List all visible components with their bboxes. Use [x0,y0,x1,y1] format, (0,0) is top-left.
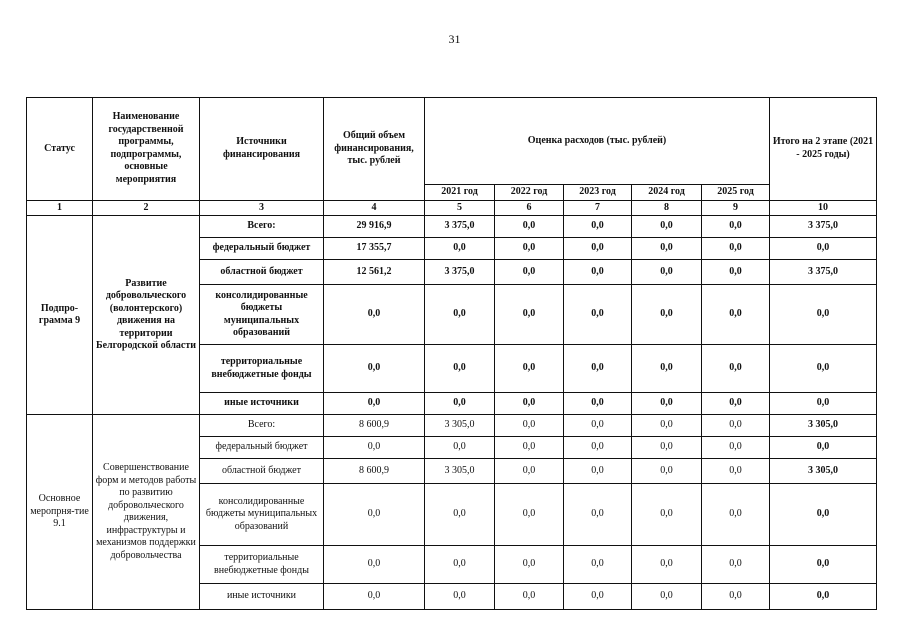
year-value: 0,0 [564,238,632,260]
header-estimate: Оценка расходов (тыс. рублей) [425,98,770,185]
year-value: 0,0 [702,546,770,584]
total-value: 12 561,2 [324,260,425,285]
year-value: 0,0 [702,393,770,415]
total-value: 0,0 [324,437,425,459]
column-number: 5 [425,200,495,216]
year-value: 0,0 [702,238,770,260]
year-value: 3 375,0 [425,216,495,238]
year-value: 0,0 [632,345,702,393]
year-value: 3 305,0 [425,459,495,484]
year-value: 0,0 [564,437,632,459]
source-label: территориальные внебюджетные фонды [200,546,324,584]
header-year: 2022 год [495,185,564,201]
column-number: 7 [564,200,632,216]
header-year: 2025 год [702,185,770,201]
year-value: 0,0 [632,260,702,285]
header-total: Общий объем финансирования, тыс. рублей [324,98,425,201]
year-value: 3 375,0 [425,260,495,285]
stage-value: 3 305,0 [770,415,877,437]
year-value: 0,0 [632,238,702,260]
year-value: 0,0 [632,437,702,459]
year-value: 0,0 [425,484,495,546]
year-value: 0,0 [564,285,632,345]
stage-value: 3 305,0 [770,459,877,484]
year-value: 0,0 [564,459,632,484]
year-value: 0,0 [632,584,702,610]
year-value: 0,0 [632,216,702,238]
year-value: 0,0 [495,437,564,459]
header-name: Наименование государственной программы, подпрограммы, основные мероприятия [93,98,200,201]
year-value: 0,0 [495,459,564,484]
year-value: 0,0 [632,459,702,484]
year-value: 0,0 [632,285,702,345]
column-number: 8 [632,200,702,216]
year-value: 0,0 [495,285,564,345]
total-value: 8 600,9 [324,459,425,484]
source-label: Всего: [200,415,324,437]
header-year: 2023 год [564,185,632,201]
column-number: 4 [324,200,425,216]
total-value: 17 355,7 [324,238,425,260]
stage-value: 0,0 [770,437,877,459]
total-value: 0,0 [324,484,425,546]
year-value: 0,0 [425,238,495,260]
year-value: 0,0 [495,415,564,437]
year-value: 0,0 [425,345,495,393]
year-value: 0,0 [425,584,495,610]
column-number: 3 [200,200,324,216]
column-number: 10 [770,200,877,216]
column-number: 2 [93,200,200,216]
year-value: 3 305,0 [425,415,495,437]
year-value: 0,0 [702,285,770,345]
year-value: 0,0 [702,345,770,393]
year-value: 0,0 [495,484,564,546]
stage-value: 0,0 [770,546,877,584]
header-sources: Источники финансирования [200,98,324,201]
year-value: 0,0 [495,260,564,285]
year-value: 0,0 [564,393,632,415]
year-value: 0,0 [564,546,632,584]
year-value: 0,0 [425,546,495,584]
year-value: 0,0 [632,393,702,415]
year-value: 0,0 [564,260,632,285]
stage-value: 0,0 [770,238,877,260]
year-value: 0,0 [564,216,632,238]
year-value: 0,0 [564,345,632,393]
source-label: областной бюджет [200,459,324,484]
year-value: 0,0 [564,484,632,546]
year-value: 0,0 [564,415,632,437]
year-value: 0,0 [632,415,702,437]
header-year: 2024 год [632,185,702,201]
column-number: 9 [702,200,770,216]
total-value: 0,0 [324,584,425,610]
budget-table [26,97,877,610]
year-value: 0,0 [495,546,564,584]
column-number: 6 [495,200,564,216]
year-value: 0,0 [702,459,770,484]
year-value: 0,0 [495,393,564,415]
source-label: иные источники [200,584,324,610]
stage-value: 0,0 [770,285,877,345]
section-name: Развитие добровольческого (волонтерского) движения на территории Белгородской области [93,216,200,415]
column-number: 1 [27,200,93,216]
total-value: 29 916,9 [324,216,425,238]
year-value: 0,0 [425,437,495,459]
source-label: консолидированные бюджеты муниципальных образований [200,484,324,546]
year-value: 0,0 [564,584,632,610]
section-name: Совершенствование форм и методов работы по развитию добровольческого движения, инфраструктуры и механизмов поддержки добровольчества [93,415,200,610]
total-value: 0,0 [324,393,425,415]
total-value: 8 600,9 [324,415,425,437]
stage-value: 0,0 [770,345,877,393]
stage-value: 0,0 [770,484,877,546]
source-label: областной бюджет [200,260,324,285]
source-label: федеральный бюджет [200,437,324,459]
stage-value: 0,0 [770,584,877,610]
page-number: 31 [448,32,461,46]
stage-value: 3 375,0 [770,260,877,285]
year-value: 0,0 [702,484,770,546]
source-label: иные источники [200,393,324,415]
stage-value: 0,0 [770,393,877,415]
year-value: 0,0 [702,260,770,285]
header-year: 2021 год [425,185,495,201]
year-value: 0,0 [702,437,770,459]
year-value: 0,0 [702,584,770,610]
year-value: 0,0 [702,216,770,238]
total-value: 0,0 [324,546,425,584]
section-status: Основное меропрня-тие 9.1 [27,415,93,610]
year-value: 0,0 [425,393,495,415]
stage-value: 3 375,0 [770,216,877,238]
source-label: консолидированные бюджеты муниципальных образований [200,285,324,345]
year-value: 0,0 [495,216,564,238]
source-label: Всего: [200,216,324,238]
source-label: территориальные внебюджетные фонды [200,345,324,393]
header-status: Статус [27,98,93,201]
year-value: 0,0 [702,415,770,437]
header-stage-total: Итого на 2 этапе (2021 - 2025 годы) [770,98,877,201]
year-value: 0,0 [495,238,564,260]
total-value: 0,0 [324,345,425,393]
year-value: 0,0 [495,584,564,610]
total-value: 0,0 [324,285,425,345]
year-value: 0,0 [495,345,564,393]
year-value: 0,0 [632,546,702,584]
year-value: 0,0 [425,285,495,345]
section-status: Подпро-грамма 9 [27,216,93,415]
source-label: федеральный бюджет [200,238,324,260]
year-value: 0,0 [632,484,702,546]
